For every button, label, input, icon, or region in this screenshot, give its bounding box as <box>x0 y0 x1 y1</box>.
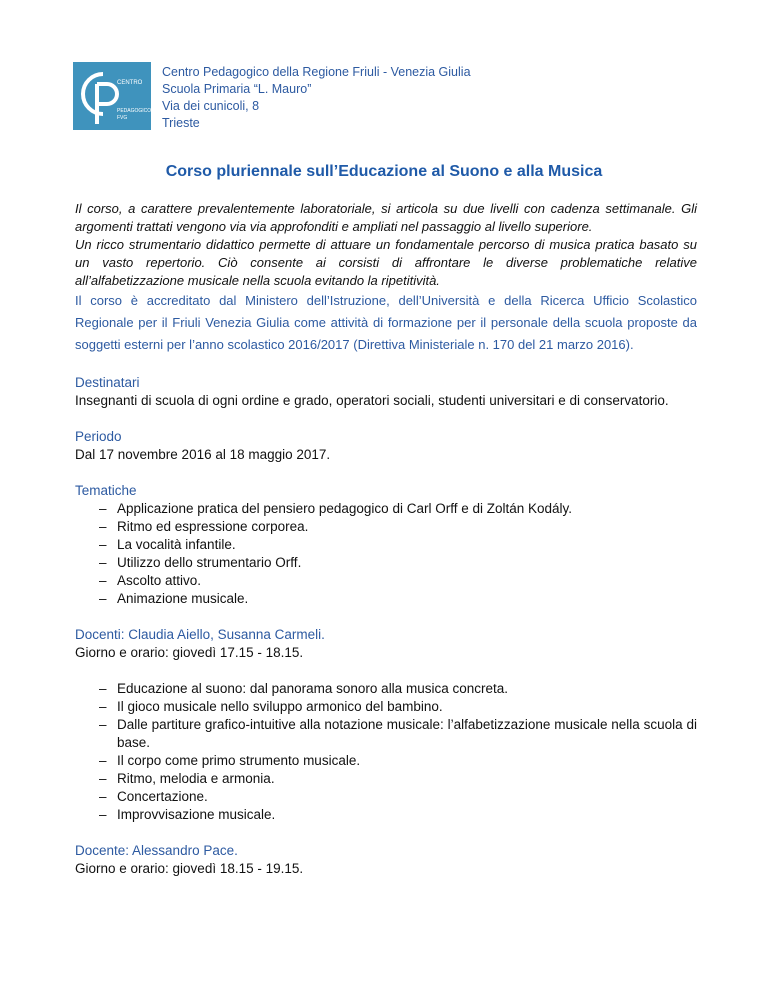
docenti-1-list <box>75 680 697 824</box>
logo-text-centro: CENTRO <box>117 80 143 86</box>
section-heading-periodo: Periodo <box>75 429 122 444</box>
list-item: – Applicazione pratica del pensiero pedagogico di Carl Orff e di Zoltán Kodály. <box>75 500 697 518</box>
list-item: – Dalle partiture grafico-intuitive alla notazione musicale: l’alfabetizzazione musicale nella scuola di base. <box>75 716 697 752</box>
accreditation-paragraph: Il corso è accreditato dal Ministero dell’Istruzione, dell’Università e della Ricerca Ufficio Scolastico Regionale per il Friuli Venezia Giulia come attività di formazione per il personale della scuola proposte da soggetti esterni per l’anno scolastico 2016/2017 (Direttiva Ministeriale n. 170 del 21 marzo 2016). <box>75 293 697 352</box>
address-line-street: Via dei cunicoli, 8 <box>162 99 260 113</box>
destinatari-text: Insegnanti di scuola di ogni ordine e grado, operatori sociali, studenti universitari e di conservatorio. <box>75 393 669 408</box>
document-title: Corso pluriennale sull’Educazione al Suono e alla Musica <box>165 163 603 180</box>
periodo-text: Dal 17 novembre 2016 al 18 maggio 2017. <box>75 447 331 462</box>
section-heading-docenti-1: Docenti: Claudia Aiello, Susanna Carmeli. <box>75 627 325 642</box>
list-item: – Educazione al suono: dal panorama sonoro alla musica concreta. <box>75 680 697 698</box>
intro-paragraph-2: Un ricco strumentario didattico permette di attuare un fondamentale percorso di musica pratica basato su un vasto repertorio. Ciò consente ai corsisti di affrontare le diverse problematiche relative all’alfabetizzazione musicale nella scuola evitando la ripetitività. <box>75 237 697 288</box>
list-item: – Concertazione. <box>75 788 697 806</box>
address-line-institution: Centro Pedagogico della Regione Friuli - Venezia Giulia <box>162 65 471 79</box>
list-item: – Il corpo come primo strumento musicale. <box>75 752 697 770</box>
centro-pedagogico-logo <box>73 62 151 130</box>
list-item: – La vocalità infantile. <box>75 536 697 554</box>
list-item: – Utilizzo dello strumentario Orff. <box>75 554 697 572</box>
list-item: – Improvvisazione musicale. <box>75 806 697 824</box>
list-item: – Animazione musicale. <box>75 590 697 608</box>
list-item: – Il gioco musicale nello sviluppo armonico del bambino. <box>75 698 697 716</box>
list-item: – Ritmo ed espressione corporea. <box>75 518 697 536</box>
list-item: – Ritmo, melodia e armonia. <box>75 770 697 788</box>
address-line-city: Trieste <box>162 116 200 130</box>
docente-2-schedule: Giorno e orario: giovedì 18.15 - 19.15. <box>75 861 304 876</box>
section-heading-tematiche: Tematiche <box>75 483 137 498</box>
docenti-1-schedule: Giorno e orario: giovedì 17.15 - 18.15. <box>75 645 304 660</box>
school-address <box>162 64 471 132</box>
tematiche-list <box>75 500 697 608</box>
address-line-school: Scuola Primaria “L. Mauro” <box>162 82 312 96</box>
document-body <box>75 200 697 878</box>
section-heading-docente-2: Docente: Alessandro Pace. <box>75 843 238 858</box>
section-heading-destinatari: Destinatari <box>75 375 140 390</box>
logo-text-fvg: FVG <box>117 115 128 121</box>
logo-text-pedagogico: PEDAGOGICO <box>117 108 151 114</box>
list-item: – Ascolto attivo. <box>75 572 697 590</box>
intro-paragraph-1: Il corso, a carattere prevalentemente laboratoriale, si articola su due livelli con cadenza settimanale. Gli argomenti trattati vengono via via approfonditi e ampliati nel passaggio al livello superiore. <box>75 201 697 234</box>
